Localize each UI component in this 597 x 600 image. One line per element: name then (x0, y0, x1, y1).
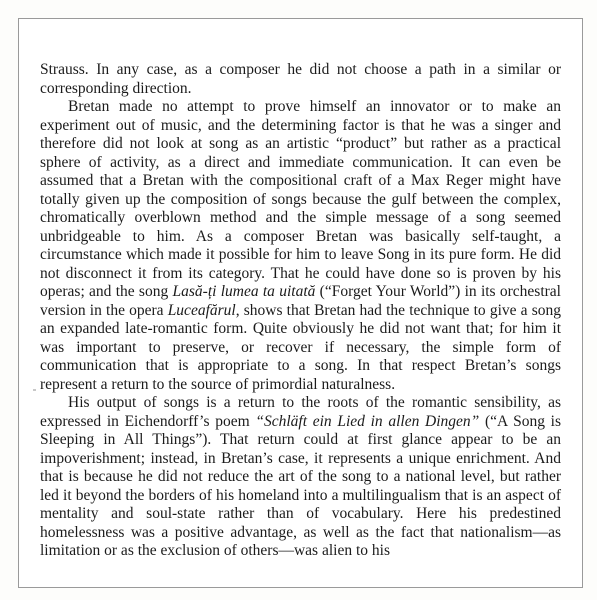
paragraph-1-text: Strauss. In any case, as a composer he did not choose a path in a similar or corresponding direction. (40, 61, 561, 97)
poem-title-schlaft-ein-lied: “Schläft ein Lied in allen Dingen” (255, 412, 480, 430)
song-title-lasa-ti-lumea: Lasă-ți lumea ta uitată (172, 283, 316, 300)
paragraph-2 (40, 98, 561, 394)
body-text (40, 61, 561, 561)
paragraph-3-text-a: His output of songs is a return to the roots of the romantic sensibility, as expressed in Eichendorff’s poem (40, 394, 561, 430)
opera-title-luceafarul: Luceafărul (167, 301, 236, 319)
paragraph-3-text-b: (“A Song is Sleeping in All Things”). That return could at first glance appear to be an impoverishment; instead, in Bretan’s case, it represents a unique enrichment. And that is because he did not reduce the art of the song to a national level, but rather led it beyond the borders of his homeland into a multilingualism that is an aspect of mentality and soul-state rather than of vocabulary. Here his predestined homelessness was a positive advantage, as well as the fact that nationalism—as limitation or as the exclusion of others—was alien to his (40, 412, 561, 559)
paragraph-2-text-c: , shows that Bretan had the technique to give a song an expanded late-romantic form. Quite obviously he did not want that; for him it was important to preserve, or recover if necessary, the simple form of communication that is appropriate to a song. In that respect Bretan’s songs represent a return to the source of primordial naturalness. (40, 301, 561, 393)
print-speck (33, 389, 36, 391)
paragraph-2-text-b: (“Forget Your World”) in its orchestral version in the opera (40, 283, 561, 319)
paragraph-1 (40, 61, 561, 98)
paragraph-2-text-a: Bretan made no attempt to prove himself an innovator or to make an experiment out of music, and the determining factor is that he was a singer and therefore did not look at song as an artistic “product” but rather as a practical sphere of activity, as a direct and immediate communication. It can even be assumed that a Bretan with the compositional craft of a Max Reger might have totally given up the composition of songs because the gulf between the complex, chromatically overblown method and the simple message of a song seemed unbridgeable to him. As a composer Bretan was basically self-taught, a circumstance which made it possible for him to leave Song in its pure form. He did not disconnect it from its category. That he could have done so is proven by his operas; and the song (40, 98, 561, 300)
paragraph-3 (40, 394, 561, 561)
